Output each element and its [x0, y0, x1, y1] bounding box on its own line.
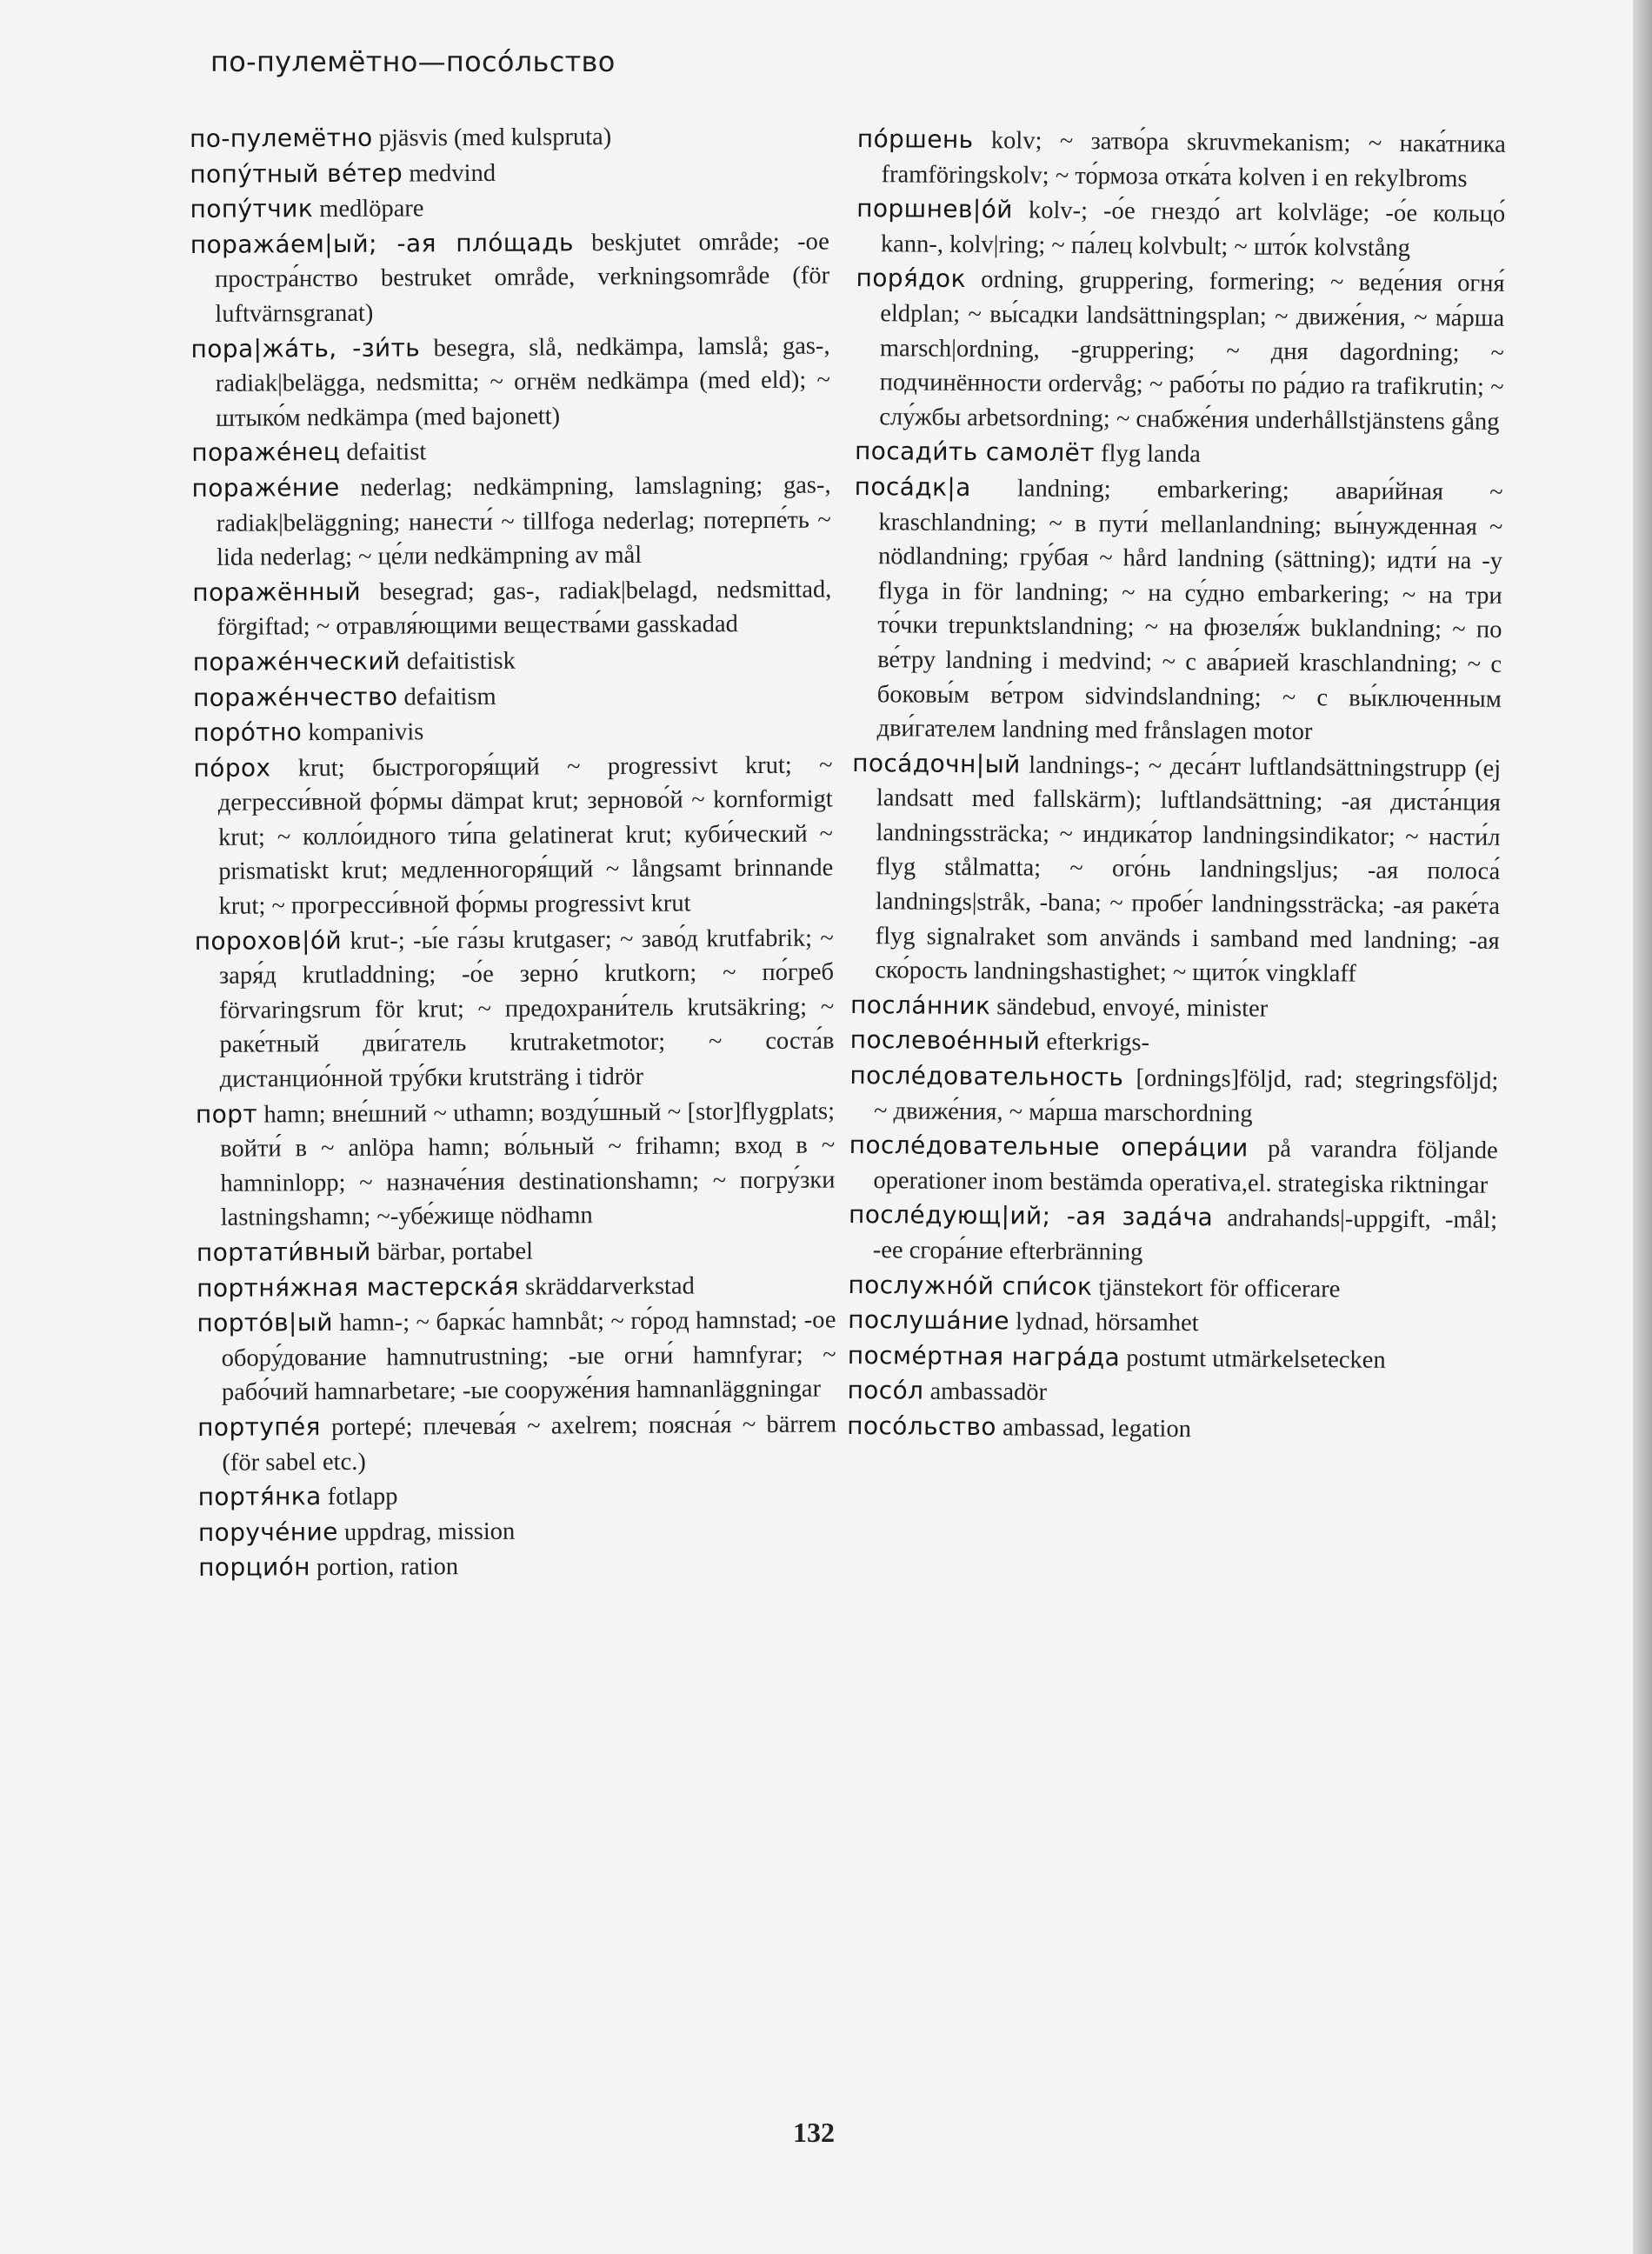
entry-headword: после́довательность — [849, 1060, 1124, 1092]
entry-definition: sändebud, envoyé, minister — [990, 993, 1269, 1023]
entry-definition: beskjutet område; -ое простра́нство bestruket område, verkningsområde (för luftvärnsgranat) — [215, 228, 830, 328]
dictionary-entry — [856, 122, 1506, 197]
entry-headword: поря́док — [856, 263, 966, 294]
entry-headword: посла́нник — [849, 990, 991, 1021]
entry-headword: пораже́нчество — [192, 682, 398, 712]
entry-definition: besegrad; gas-, radiak|belagd, nedsmittad, förgiftad; ~ отравля́ющими вещества́ми gasskadad — [216, 576, 832, 642]
entry-headword: портя́нка — [197, 1482, 322, 1512]
left-column — [190, 118, 837, 1586]
entry-headword: послуша́ние — [848, 1305, 1010, 1336]
page-number: 132 — [793, 2117, 835, 2148]
dictionary-entry — [193, 747, 833, 924]
entry-definition: ordning, gruppering, formering; ~ веде́ния огня́ eldplan; ~ вы́садки landsättningsplan; ~ движе́ния, ~ ма́рша marsch|ordning, -gruppering; ~ дня dagordning; ~ подчинённости ordervåg; ~ рабо́ты по ра́дио ra trafikrutin; ~ слу́жбы arbetsordning; ~ снабже́ния underhållstjänstens gång — [879, 266, 1505, 436]
dictionary-entry — [849, 1197, 1498, 1272]
dictionary-entry — [198, 1477, 837, 1516]
dictionary-entry — [193, 712, 832, 751]
entry-definition: medlöpare — [313, 195, 424, 223]
entry-headword: попу́тный ве́тер — [190, 158, 403, 189]
entry-headword: порт — [195, 1099, 258, 1129]
entry-definition: kompanivis — [302, 718, 424, 747]
dictionary-entry — [197, 1303, 836, 1410]
entry-headword: по-пулемётно — [190, 123, 373, 153]
entry-definition: landning; embarkering; авари́йная ~ kraschlandning; ~ в пути́ mellanlandning; вы́нужденная ~ nödlandning; гру́бая ~ hård landning (sättning); идти́ на -у flyga in för landning; ~ на су́дно embarkering; ~ на три то́чки trepunktslandning; ~ на фюзеля́ж buklandning; ~ по ве́тру landning i medvind; ~ с ава́рией kraschlandning; ~ с боковы́м ве́тром sidvindslandning; ~ с вы́ключенным дви́гателем landning med frånslagen motor — [876, 474, 1503, 746]
dictionary-entry — [193, 677, 832, 716]
dictionary-entry — [192, 571, 831, 645]
entry-definition: efterkrigs- — [1040, 1029, 1150, 1057]
entry-definition: ambassad, legation — [996, 1414, 1192, 1444]
dictionary-entry — [198, 1547, 837, 1586]
dictionary-entry — [190, 189, 829, 228]
entry-headword: пораже́нец — [191, 437, 341, 468]
entry-definition: hamn-; ~ барка́с hamnbåt; ~ го́род hamnstad; -ое обору́дование hamnutrustning; -ые огни́ hamnfyrar; ~ рабо́чий hamnarbetare; -ые сооруже́ния hamnanläggningar — [221, 1306, 836, 1407]
dictionary-entry — [191, 467, 831, 575]
entry-definition: postumt utmärkelsetecken — [1120, 1344, 1386, 1374]
entry-definition: kolv; ~ затво́ра skruvmekanism; ~ нака́тника framföringskolv; ~ то́рмоза отка́та kolven i en rekylbroms — [881, 127, 1506, 193]
entry-definition: kolv-; -о́е гнездо́ art kolvläge; -о́е кольцо́ kann-, kolv|ring; ~ па́лец kolvbult; ~ што́к kolvstång — [880, 197, 1506, 262]
entry-definition: defaitism — [397, 683, 496, 711]
entry-definition: defaitistisk — [400, 647, 516, 676]
entry-definition: fotlapp — [321, 1483, 398, 1511]
entry-headword: после́довательные опера́ции — [849, 1130, 1249, 1163]
dictionary-entry — [849, 1128, 1498, 1203]
entry-headword: поражённый — [192, 577, 362, 607]
entry-definition: landnings-; ~ деса́нт luftlandsättningstrupp (ej landsatt med fallskärm); luftlandsättning; -ая диста́нция landningssträcka; ~ индика́тор landningsindikator; ~ насти́л flyg stålmatta; ~ ого́нь landningsljus; -ая полоса́ landnings|stråk, -bana; ~ пробе́г landningssträcka; -ая раке́та flyg signalraket som används i samband med landning; -ая ско́рость landningshastighet; ~ щито́к vingklaff — [875, 751, 1502, 988]
dictionary-entry — [848, 1338, 1496, 1378]
entry-headword: по́ршень — [856, 123, 974, 155]
entry-headword: порцио́н — [198, 1552, 310, 1583]
entry-headword: порохов|о́й — [194, 925, 343, 956]
entry-headword: послевое́нный — [849, 1025, 1041, 1057]
dictionary-entry — [196, 1093, 836, 1236]
entry-headword: посо́льство — [847, 1410, 997, 1442]
dictionary-entry — [195, 920, 835, 1097]
entry-definition: uppdrag, mission — [337, 1517, 516, 1546]
entry-headword: послужно́й спи́сок — [848, 1270, 1093, 1301]
dictionary-entry — [847, 1409, 1495, 1449]
entry-headword: пораже́ние — [191, 472, 340, 503]
dictionary-entry — [850, 1023, 1499, 1063]
entry-headword: поса́дк|а — [854, 471, 971, 502]
entry-definition: skräddarverkstad — [518, 1272, 695, 1301]
dictionary-entry — [191, 432, 830, 471]
entry-headword: портупе́я — [197, 1412, 321, 1442]
entry-headword: посо́л — [847, 1376, 924, 1406]
dictionary-entry — [197, 1231, 836, 1270]
dictionary-entry — [850, 988, 1499, 1028]
entry-definition: pjäsvis (med kulspruta) — [372, 123, 612, 152]
entry-headword: порто́в|ый — [197, 1308, 334, 1338]
dictionary-entry — [852, 470, 1502, 751]
dictionary-entry — [190, 223, 830, 331]
entry-definition: på varandra följande operationer inom bestämda operativa,el. strategiska riktningar — [873, 1135, 1498, 1199]
entry-definition: defaitist — [340, 438, 427, 467]
dictionary-entry — [847, 1373, 1495, 1413]
entry-definition: andrahands|-uppgift, -mål; -ее сгора́ние efterbränning — [872, 1204, 1498, 1266]
dictionary-entry — [856, 191, 1506, 266]
entry-definition: flyg landa — [1094, 440, 1201, 469]
entry-definition: krut; быстрогоря́щий ~ progressivt krut; ~ дегресси́вной фо́рмы dämpat krut; зерново́й ~ kornformigt krut; ~ колло́идного ти́па gelatinerat krut; куби́ческий ~ prismatiskt krut; медленногоря́щий ~ långsamt brinnande krut; ~ прогресси́вной фо́рмы progressivt krut — [217, 751, 834, 920]
entry-definition: [ordnings]följd, rad; stegringsföljd; ~ движе́ния, ~ ма́рша marschordning — [873, 1064, 1499, 1128]
dictionary-entry — [849, 1058, 1499, 1133]
entry-headword: портня́жная мастерска́я — [197, 1271, 520, 1303]
entry-definition: hamn; вне́шний ~ uthamn; возду́шный ~ [stor]flygplats; войти́ в ~ anlöpa hamn; во́льный ~ frihamn; вход в ~ hamninlopp; ~ назначе́ния destinationshamn; ~ погру́зки lastningshamn; ~-убе́жище nödhamn — [220, 1097, 836, 1232]
dictionary-entry — [190, 118, 829, 157]
entry-headword: после́дующ|ий; -ая зада́ча — [848, 1200, 1214, 1232]
entry-headword: портати́вный — [196, 1237, 371, 1267]
entry-definition: krut-; -ы́е га́зы krutgaser; ~ заво́д krutfabrik; ~ заря́д krutladdning; -о́е зерно́ krutkorn; ~ по́греб förvaringsrum för krut; ~ предохрани́тель krutsäkring; ~ раке́тный дви́гатель krutraketmotor; ~ соста́в дистанцио́нной тру́бки krutsträng i tidrör — [218, 924, 835, 1093]
entry-headword: попу́тчик — [190, 194, 314, 224]
dictionary-entry — [848, 1268, 1496, 1308]
entry-definition: portepé; плечева́я ~ axelrem; поясна́я ~ bärrem (för sabel etc.) — [222, 1410, 837, 1477]
dictionary-entry — [197, 1406, 836, 1480]
entry-definition: nederlag; nedkämpning, lamslagning; gas-, radiak|beläggning; нанести́ ~ tillfoga nederlag; потерпе́ть ~ lida nederlag; ~ це́ли nedkämpning av mål — [216, 471, 831, 571]
entry-headword: посади́ть самолёт — [854, 437, 1096, 468]
dictionary-entry — [850, 746, 1501, 993]
entry-definition: besegra, slå, nedkämpa, lamslå; gas-, radiak|belägga, nedsmitta; ~ огнём nedkämpa (med eld); ~ штыко́м nedkämpa (med bajonett) — [215, 332, 830, 432]
entry-headword: поро́тно — [193, 717, 303, 748]
dictionary-entry — [190, 153, 829, 192]
entry-headword: пораже́нческий — [192, 646, 401, 677]
dictionary-entry — [193, 641, 832, 680]
entry-definition: ambassadör — [923, 1378, 1048, 1407]
entry-headword: поршнев|о́й — [856, 194, 1013, 224]
entry-definition: lydnad, hörsamhet — [1009, 1308, 1199, 1337]
entry-headword: поса́дочн|ый — [852, 748, 1021, 779]
entry-definition: medvind — [403, 159, 496, 188]
running-head: по-пулемётно—посо́льство — [210, 45, 616, 78]
entry-headword: пора|жа́ть, -зи́ть — [190, 332, 421, 363]
dictionary-entry — [848, 1303, 1496, 1343]
dictionary-entry — [190, 328, 830, 436]
dictionary-entry — [197, 1267, 836, 1306]
entry-headword: по́рох — [193, 753, 271, 783]
entry-definition: tjänstekort för officerare — [1092, 1273, 1341, 1303]
entry-headword: поруче́ние — [197, 1517, 338, 1547]
entry-headword: поража́ем|ый; -ая пло́щадь — [190, 228, 574, 259]
dictionary-entry — [855, 261, 1505, 439]
dictionary-entry — [198, 1511, 837, 1550]
right-column — [847, 122, 1506, 1449]
entry-headword: посме́ртная награ́да — [847, 1340, 1121, 1372]
dictionary-entry — [855, 434, 1503, 474]
page-edge-shadow — [1633, 0, 1652, 2254]
entry-definition: portion, ration — [310, 1553, 459, 1582]
entry-definition: bärbar, portabel — [370, 1237, 534, 1266]
